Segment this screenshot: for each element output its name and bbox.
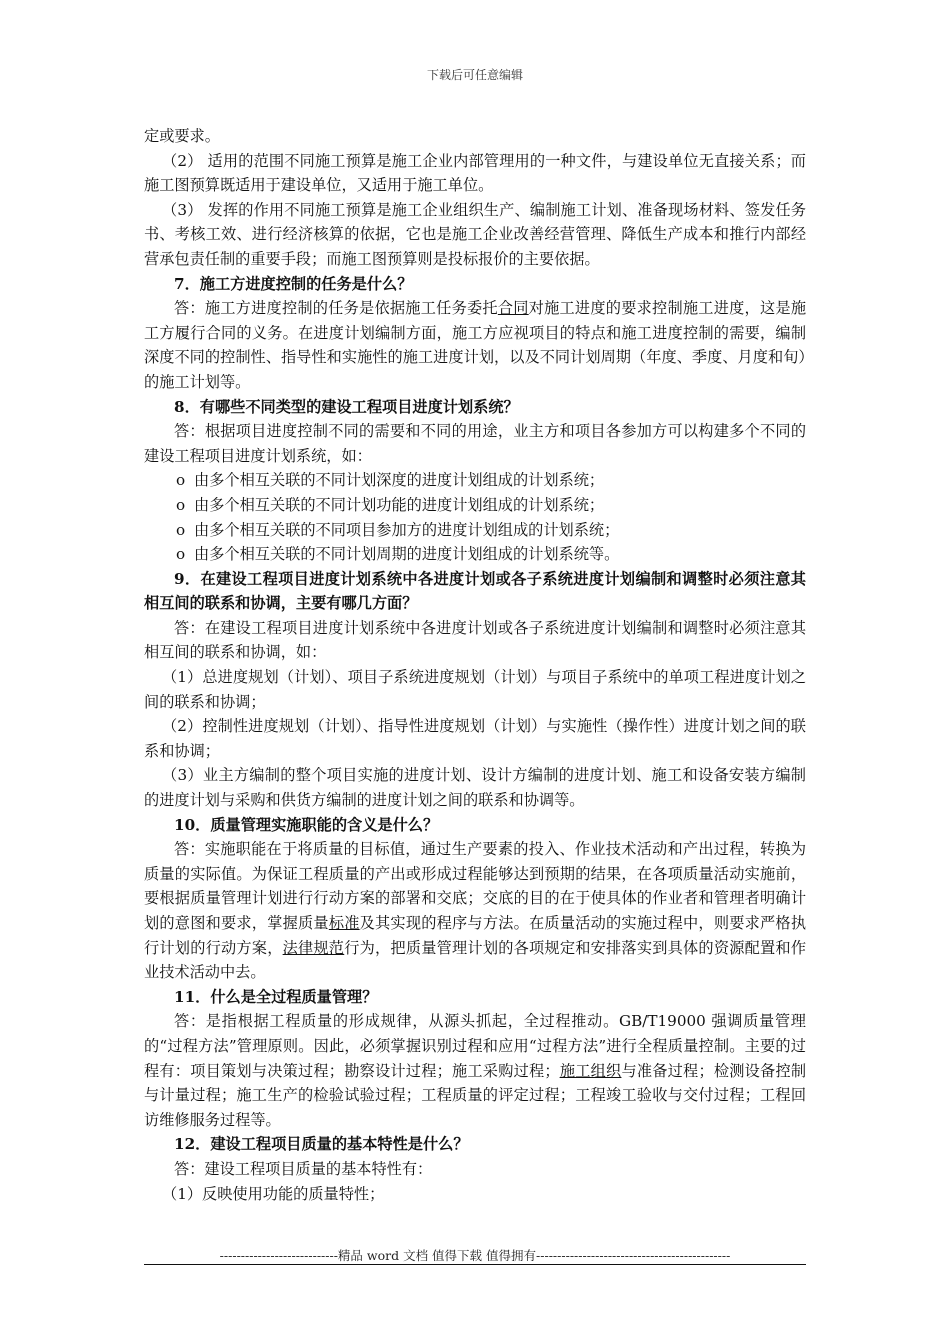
question-heading: 11．什么是全过程质量管理？	[174, 987, 378, 1006]
answer-paragraph: 答：在建设工程项目进度计划系统中各进度计划或各子系统进度计划编制和调整时必须注意其相互间的联系和协调，如：	[144, 618, 806, 662]
question-heading: 7．施工方进度控制的任务是什么？	[174, 274, 413, 293]
list-item	[144, 468, 806, 493]
list-item-text: 由多个相互关联的不同项目参加方的进度计划组成的计划系统；	[194, 520, 620, 539]
text-run: 行为，把质量管理计划的各项规定和安排落实到具体的资源配置和作业技术活动中去。	[144, 938, 807, 982]
question-heading: 10．质量管理实施职能的含义是什么？	[174, 815, 439, 834]
bullet-icon: o	[176, 545, 186, 564]
paragraph: 定或要求。	[144, 127, 220, 145]
answer-paragraph	[144, 1009, 806, 1132]
answer-paragraph: 答：根据项目进度控制不同的需要和不同的用途，业主方和项目各参加方可以构建多个不同的建设工程项目进度计划系统，如：	[144, 422, 806, 465]
bullet-icon: o	[176, 520, 186, 539]
text-run: 答：实施职能在于将质量的目标值，通过生产要素的投入、作业技术活动和产出过程，转换为质量的实际值。为保证工程质量的产出或形成过程能够达到预期的结果，在各项质量活动实施前，要根据质量管理计划进行行动方案的部署和交底；交底的目的在于使具体的作业者和管理者明确计划的意图和要求，掌握质量	[144, 840, 806, 932]
list-item-text: 由多个相互关联的不同计划深度的进度计划组成的计划系统；	[194, 471, 605, 490]
contract-link[interactable]: 合同	[497, 299, 529, 318]
list-item	[144, 518, 806, 543]
paragraph: （1）总进度规划（计划）、项目子系统进度规划（计划）与项目子系统中的单项工程进度计划之间的联系和协调；	[144, 668, 806, 711]
footer-divider	[144, 1264, 806, 1265]
text-run: 答：是指根据工程质量的形成规律，从源头抓起，全过程推动。GB/T19000 强调质量管理的“过程方法”管理原则。因此，必须掌握识别过程和应用“过程方法”进行全程质量控制。主要的过程有：项目策划与决策过程；勘察设计过程；施工采购过程；	[144, 1012, 806, 1080]
paragraph: （3）业主方编制的整个项目实施的进度计划、设计方编制的进度计划、施工和设备安装方编制的进度计划与采购和供货方编制的进度计划之间的联系和协调等。	[144, 766, 806, 810]
list-item	[144, 493, 806, 518]
paragraph: （2）控制性进度规划（计划）、指导性进度规划（计划）与实施性（操作性）进度计划之间的联系和协调；	[144, 717, 806, 760]
paragraph: （3） 发挥的作用不同施工预算是施工企业组织生产、编制施工计划、准备现场材料、签发任务书、考核工效、进行经济核算的依据，它也是施工企业改善经营管理、降低生产成本和推行内部经营承包责任制的重要手段；而施工图预算则是投标报价的主要依据。	[144, 200, 806, 268]
list-item-text: 由多个相互关联的不同计划周期的进度计划组成的计划系统等。	[194, 545, 620, 564]
page-header: 下载后可任意编辑	[426, 68, 523, 82]
answer-paragraph: 答：建设工程项目质量的基本特性有：	[174, 1159, 433, 1178]
list-item	[144, 542, 806, 567]
question-heading: 12．建设工程项目质量的基本特性是什么？	[174, 1135, 469, 1154]
standard-link[interactable]: 标准	[328, 914, 360, 932]
construction-organization-link[interactable]: 施工组织	[559, 1061, 622, 1080]
document-body	[144, 124, 806, 1206]
legal-norms-link[interactable]: 法律规范	[282, 938, 345, 957]
answer-paragraph	[144, 837, 806, 985]
text-run: 及其实现的程序与方法。在质量活动的实施过程中，则要求严格执行计划的行动方案，	[144, 914, 807, 957]
question-heading: 9．在建设工程项目进度计划系统中各进度计划或各子系统进度计划编制和调整时必须注意其相互间的联系和协调，主要有哪几方面？	[144, 569, 806, 613]
bullet-icon: o	[176, 495, 186, 514]
text-run: 对施工进度的要求控制施工进度，这是施工方履行合同的义务。在进度计划编制方面，施工方应视项目的特点和施工进度控制的需要，编制深度不同的控制性、指导性和实施性的施工进度计划，以及不同计划周期（年度、季度、月度和旬）的施工计划等。	[144, 299, 807, 391]
bullet-icon: o	[176, 471, 186, 490]
question-heading: 8．有哪些不同类型的建设工程项目进度计划系统？	[174, 397, 519, 416]
text-run: 与准备过程；检测设备控制与计量过程；施工生产的检验试验过程；工程质量的评定过程；工程竣工验收与交付过程；工程回访维修服务过程等。	[144, 1061, 807, 1129]
answer-paragraph	[144, 296, 806, 394]
page-footer: ----------------------------精品 word 文档 值得下载 值得拥有----------------------------------------------	[219, 1248, 731, 1263]
paragraph: （2） 适用的范围不同施工预算是施工企业内部管理用的一种文件，与建设单位无直接关系；而施工图预算既适用于建设单位，又适用于施工单位。	[144, 151, 806, 195]
list-item-text: 由多个相互关联的不同计划功能的进度计划组成的计划系统；	[194, 495, 605, 514]
text-run: 答：施工方进度控制的任务是依据施工任务委托	[174, 299, 498, 318]
paragraph: （1）反映使用功能的质量特性；	[162, 1184, 385, 1203]
